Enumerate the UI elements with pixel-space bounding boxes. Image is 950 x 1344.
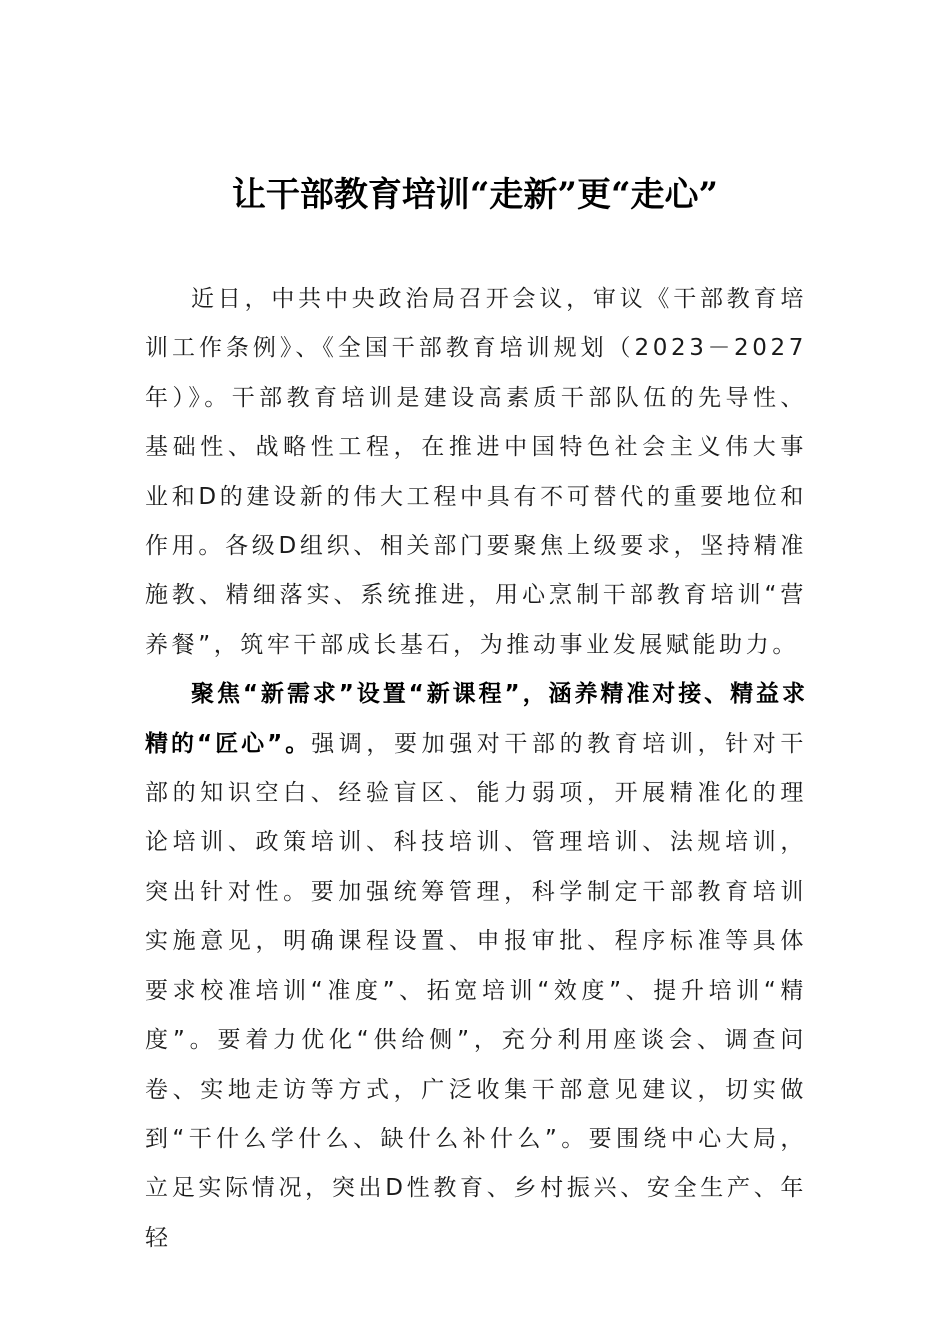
paragraph-lead: 聚焦“新需求”设置“新课程”，涵养精准对接、精益求精的“匠心”。 <box>145 681 807 757</box>
document-body <box>145 275 807 1263</box>
paragraph-section-1 <box>145 670 807 1263</box>
document-title: 让干部教育培训“走新”更“走心” <box>231 175 719 215</box>
paragraph-intro <box>145 275 807 670</box>
paragraph-text: 近日，中共中央政治局召开会议，审议《干部教育培训工作条例》、《全国干部教育培训规划（2023－2027年）》。干部教育培训是建设高素质干部队伍的先导性、基础性、战略性工程，在推进中国特色社会主义伟大事业和D的建设新的伟大工程中具有不可替代的重要地位和作用。各级D组织、相关部门要聚焦上级要求，坚持精准施教、精细落实、系统推进，用心烹制干部教育培训“营养餐”，筑牢干部成长基石，为推动事业发展赋能助力。 <box>145 286 807 658</box>
paragraph-text: 强调，要加强对干部的教育培训，针对干部的知识空白、经验盲区、能力弱项，开展精准化的理论培训、政策培训、科技培训、管理培训、法规培训，突出针对性。要加强统筹管理，科学制定干部教育培训实施意见，明确课程设置、申报审批、程序标准等具体要求校准培训“准度”、拓宽培训“效度”、提升培训“精度”。要着力优化“供给侧”，充分利用座谈会、调查问卷、实地走访等方式，广泛收集干部意见建议，切实做到“干什么学什么、缺什么补什么”。要围绕中心大局，立足实际情况，突出D性教育、乡村振兴、安全生产、年轻 <box>145 730 807 1251</box>
